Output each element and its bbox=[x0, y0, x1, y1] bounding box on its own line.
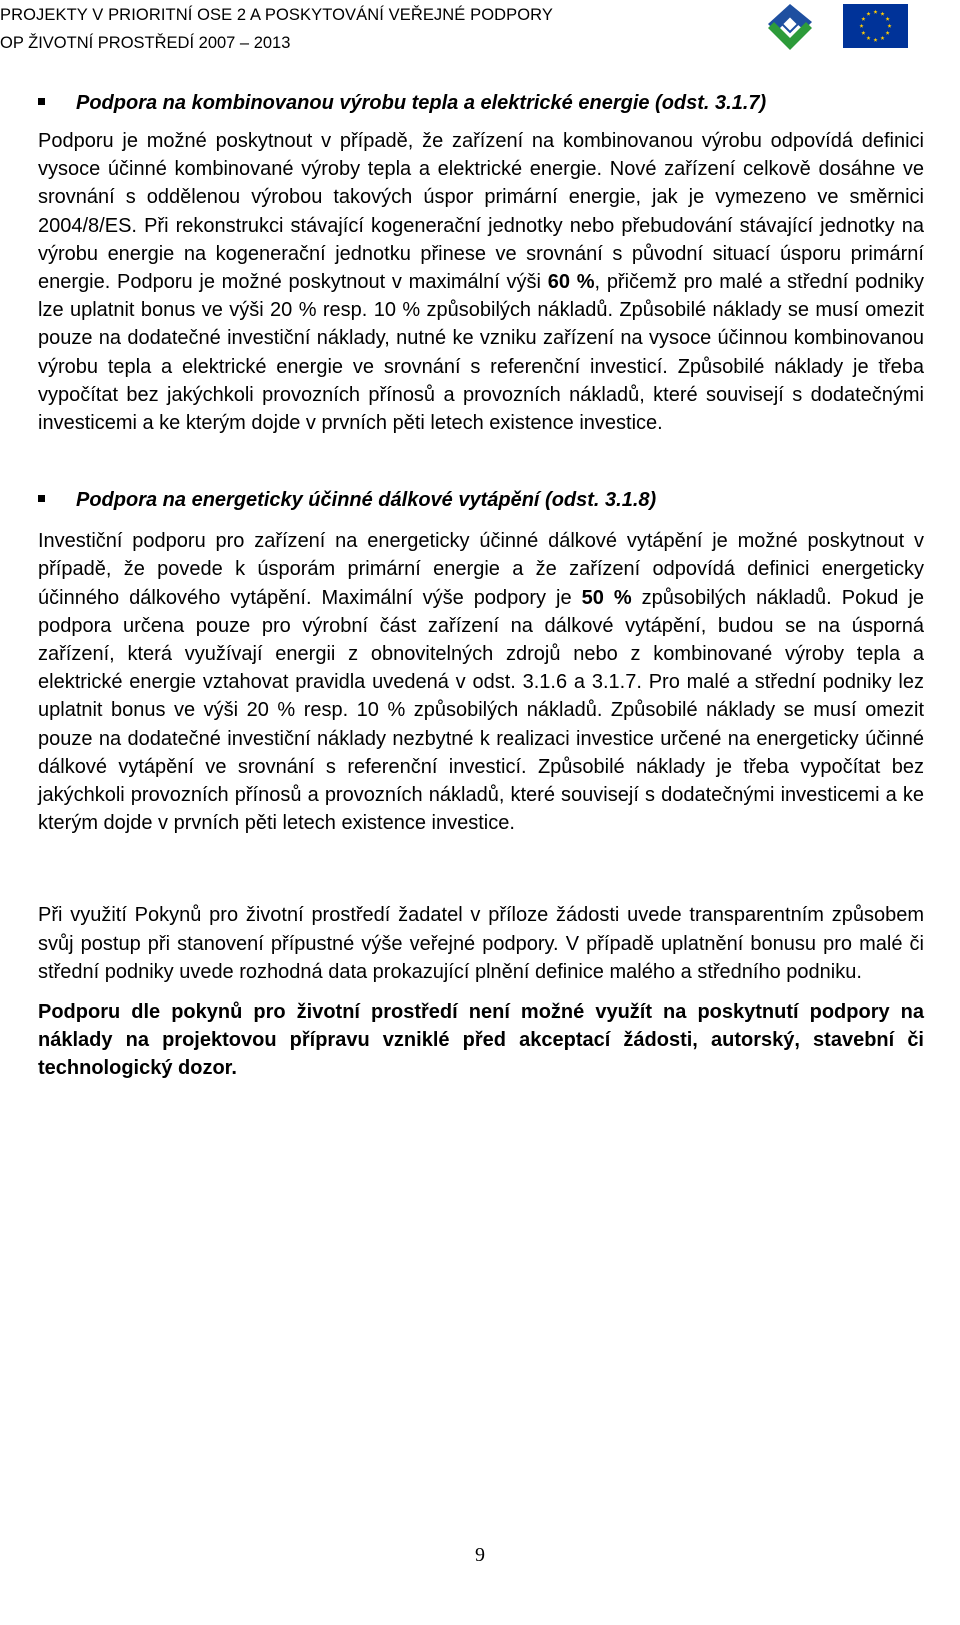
header-title-line2: OP ŽIVOTNÍ PROSTŘEDÍ 2007 – 2013 bbox=[0, 34, 291, 52]
square-bullet-icon bbox=[38, 98, 45, 105]
page-number: 9 bbox=[475, 1544, 485, 1566]
opzp-logo bbox=[760, 2, 820, 52]
eu-flag-logo bbox=[843, 4, 908, 48]
heading-text: Podpora na energeticky účinné dálkové vytápění (odst. 3.1.8) bbox=[76, 489, 657, 512]
section-heading-district-heating bbox=[38, 487, 924, 513]
paragraph-cogeneration: Podporu je možné poskytnout v případě, že zařízení na kombinovanou výrobu odpovídá definici vysoce účinné kombinované výroby tepla a elektrické energie. Nové zařízení celkově dosáhne ve srovnání s oddělenou výrobou takových úspor primární energie, jak je vymezeno ve směrnici 2004/8/ES. Při rekonstrukci stávající kogenerační jednotky nebo přebudování stávající jednotky na výrobu energie na kogenerační jednotku přinese ve srovnání s původní situací úsporu primární energie. Podporu je možné poskytnout v maximální výši 60 %, přičemž pro malé a střední podniky lze uplatnit bonus ve výši 20 % resp. 10 % způsobilých nákladů. Způsobilé náklady se musí omezit pouze na dodatečné investiční náklady, nutné ke vzniku zařízení na vysoce účinnou kombinovanou výrobu tepla a elektrické energie ve srovnání s referenční investicí. Způsobilé náklady je třeba vypočítat bez jakýchkoli provozních přínosů a provozních nákladů, které souvisejí s dodatečnými investicemi a ke kterým dojde v prvních pěti letech existence investice. bbox=[38, 130, 924, 435]
document-body bbox=[38, 90, 924, 1083]
header-title-line1: PROJEKTY V PRIORITNÍ OSE 2 A POSKYTOVÁNÍ VEŘEJNÉ PODPORY bbox=[0, 6, 554, 24]
paragraph-bold-note: Podporu dle pokynů pro životní prostředí není možné využít na poskytnutí podpory na náklady na projektovou přípravu vzniklé před akceptací žádosti, autorský, stavební či technologický dozor. bbox=[38, 1001, 924, 1080]
square-bullet-icon bbox=[38, 495, 45, 502]
max-support-50: 50 % bbox=[581, 586, 632, 609]
paragraph-guidelines: Při využití Pokynů pro životní prostředí žadatel v příloze žádosti uvede transparentním způsobem svůj postup při stanovení přípustné výše veřejné podpory. V případě uplatnění bonusu pro malé či střední podniky uvede rozhodná data prokazující plnění definice malého a středního podniku. bbox=[38, 904, 924, 983]
max-support-60: 60 % bbox=[547, 271, 595, 294]
section-heading-cogeneration bbox=[38, 90, 924, 116]
heading-text: Podpora na kombinovanou výrobu tepla a elektrické energie (odst. 3.1.7) bbox=[76, 92, 767, 114]
paragraph-district-heating: Investiční podporu pro zařízení na energeticky účinné dálkové vytápění je možné poskytnout v případě, že povede k úsporám primární energie a že zařízení odpovídá definici energeticky účinného dálkového vytápění. Maximální výše podpory je 50 % způsobilých nákladů. Pokud je podpora určena pouze pro výrobní část zařízení na dálkové vytápění, budou se na úsporná zařízení, která využívají energii z obnovitelných zdrojů nebo z kombinované výroby tepla a elektrické energie vztahovat pravidla uvedená v odst. 3.1.6 a 3.1.7. Pro malé a střední podniky lez uplatnit bonus ve výši 20 % resp. 10 % způsobilých nákladů. Způsobilé náklady se musí omezit pouze na dodatečné investiční náklady nezbytné k realizaci investice určené na energeticky účinné dálkové vytápění ve srovnání s referenční investicí. Způsobilé náklady je třeba vypočítat bez jakýchkoli provozních přínosů a provozních nákladů, které souvisejí s dodatečnými investicemi a ke kterým dojde v prvních pěti letech existence investice. bbox=[38, 530, 924, 835]
page-header bbox=[0, 0, 960, 62]
